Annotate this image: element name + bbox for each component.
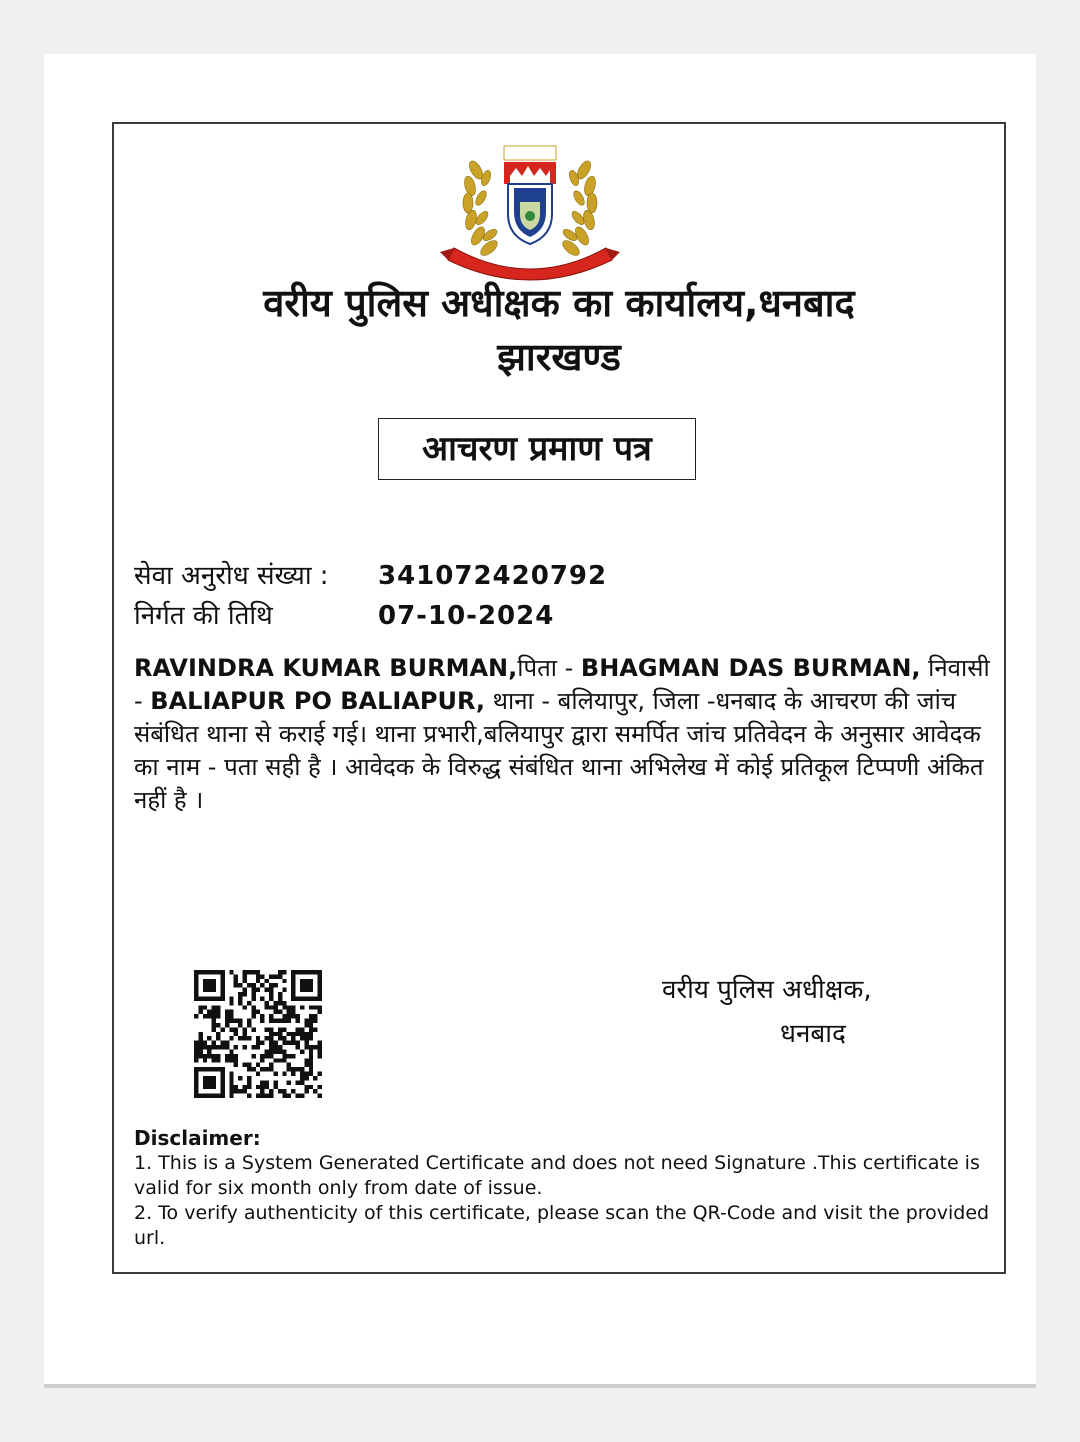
certificate-meta: [134, 556, 607, 636]
issue-date-label: निर्गत की तिथि: [134, 601, 273, 631]
issue-date-value: 07-10-2024: [378, 601, 555, 631]
request-number-label: सेवा अनुरोध संख्या :: [134, 561, 329, 591]
office-title-line1: वरीय पुलिस अधीक्षक का कार्यालय,धनबाद: [263, 281, 855, 325]
issue-date-row: [134, 596, 607, 636]
disclaimer-point-1: 1. This is a System Generated Certificate and does not need Signature .This certificate is valid for six month only from date of issue.: [134, 1152, 980, 1199]
signatory-location: धनबाद: [780, 1019, 846, 1049]
request-number-value: 341072420792: [378, 561, 608, 591]
verification-text: थाना - बलियापुर, जिला -धनबाद के आचरण की जांच संबंधित थाना से कराई गई। थाना प्रभारी,बलियापुर द्वारा समर्पित जांच प्रतिवेदन के अनुसार आवेदक का नाम - पता सही है । आवेदक के विरुद्ध संबंधित थाना अभिलेख में कोई प्रतिकूल टिप्पणी अंकित नहीं है ।: [134, 687, 984, 814]
certificate-title: आचरण प्रमाण पत्र: [378, 418, 696, 480]
father-label: पिता -: [517, 654, 581, 682]
disclaimer-point-2: 2. To verify authenticity of this certificate, please scan the QR-Code and visit the provided url.: [134, 1202, 990, 1249]
resident-label: निवासी -: [134, 654, 990, 715]
signatory-block: [662, 968, 962, 1056]
disclaimer-section: [134, 1126, 994, 1251]
office-title: [112, 276, 1006, 384]
office-title-line2: झारखण्ड: [497, 335, 621, 379]
verification-qr-code[interactable]: [194, 970, 322, 1098]
father-name: BHAGMAN DAS BURMAN,: [580, 654, 921, 682]
applicant-name: RAVINDRA KUMAR BURMAN,: [134, 654, 518, 682]
certificate-body: [134, 652, 994, 817]
applicant-address: BALIAPUR PO BALIAPUR,: [150, 687, 486, 715]
signatory-title: वरीय पुलिस अधीक्षक,: [662, 975, 872, 1005]
disclaimer-heading: Disclaimer:: [134, 1126, 261, 1150]
request-number-row: [134, 556, 607, 596]
jharkhand-police-emblem: [440, 140, 620, 290]
